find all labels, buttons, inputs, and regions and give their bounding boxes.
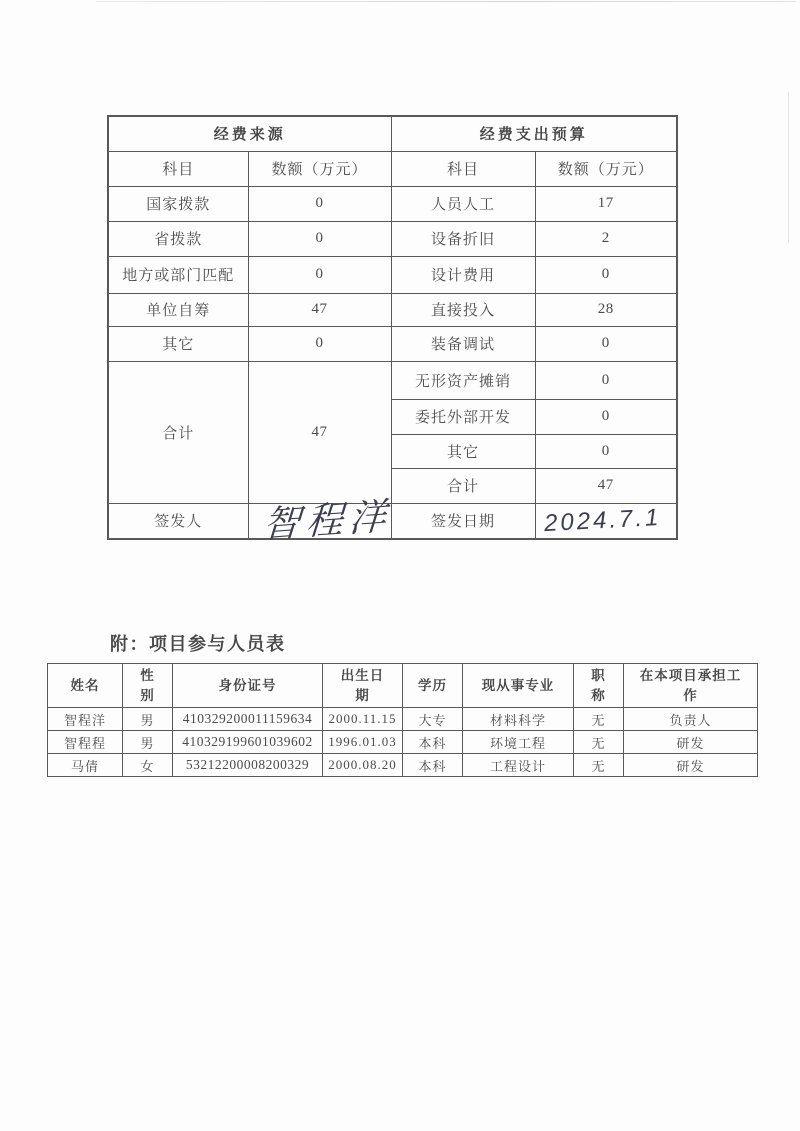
- source-row-value: 47: [248, 293, 391, 326]
- participant-title: 无: [574, 754, 624, 777]
- participant-education: 本科: [403, 731, 463, 754]
- source-row-value: 0: [248, 326, 391, 361]
- participant-name: 马倩: [48, 754, 123, 777]
- participant-profession: 材料科学: [463, 708, 574, 731]
- issuer-signature-cell: [248, 495, 393, 547]
- expense-row-value: 0: [535, 399, 677, 434]
- source-row-value: 0: [248, 256, 391, 293]
- scan-edge-top: [96, 1, 796, 2]
- expense-row-label: 其它: [391, 434, 535, 468]
- participant-birthdate: 1996.01.03: [323, 731, 403, 754]
- expense-row-label: 委托外部开发: [391, 399, 535, 434]
- participant-profession: 环境工程: [463, 731, 574, 754]
- participants-header-title: 职称: [574, 664, 624, 708]
- expense-row-value: 0: [535, 434, 677, 468]
- expense-row-value: 2: [535, 221, 677, 256]
- expense-row-label: 装备调试: [391, 326, 535, 361]
- participant-row: [48, 708, 758, 731]
- source-amount-label: 数额（万元）: [248, 151, 391, 186]
- expense-total-label: 合计: [391, 468, 535, 503]
- participant-name: 智程洋: [48, 708, 123, 731]
- participant-id: 410329199601039602: [173, 731, 323, 754]
- participant-name: 智程程: [48, 731, 123, 754]
- expense-row-label: 无形资产摊销: [391, 361, 535, 399]
- source-row-label: 地方或部门匹配: [108, 256, 248, 293]
- participants-header-id: 身份证号: [173, 664, 323, 708]
- issue-date-cell: [535, 503, 677, 539]
- participant-role: 负责人: [624, 708, 758, 731]
- participant-role: 研发: [624, 731, 758, 754]
- expense-row-label: 设计费用: [391, 256, 535, 293]
- participant-title: 无: [574, 708, 624, 731]
- participants-header-name: 姓名: [48, 664, 123, 708]
- source-row-label: 省拨款: [108, 221, 248, 256]
- source-row-value: 0: [248, 186, 391, 221]
- participants-header-role: 在本项目承担工作: [624, 664, 758, 708]
- expense-row-value: 17: [535, 186, 677, 221]
- budget-table: [107, 115, 678, 547]
- budget-expense-header: 经费支出预算: [391, 116, 677, 151]
- source-row-value: 0: [248, 221, 391, 256]
- issue-date-label: 签发日期: [391, 503, 535, 539]
- expense-row-label: 人员人工: [391, 186, 535, 221]
- participants-header-education: 学历: [403, 664, 463, 708]
- issuer-label: 签发人: [108, 503, 248, 539]
- expense-row-value: 28: [535, 293, 677, 326]
- expense-row-label: 设备折旧: [391, 221, 535, 256]
- expense-row-value: 0: [535, 256, 677, 293]
- participant-profession: 工程设计: [463, 754, 574, 777]
- participants-table: [47, 663, 758, 777]
- expense-row-label: 直接投入: [391, 293, 535, 326]
- participant-birthdate: 2000.08.20: [323, 754, 403, 777]
- scan-edge-right: [788, 92, 789, 242]
- participant-education: 本科: [403, 754, 463, 777]
- source-row-label: 单位自筹: [108, 293, 248, 326]
- source-total-label: 合计: [108, 361, 248, 503]
- participant-gender: 女: [123, 754, 173, 777]
- expense-amount-label: 数额（万元）: [535, 151, 677, 186]
- participant-row: [48, 754, 758, 777]
- participant-title: 无: [574, 731, 624, 754]
- participants-header-gender: 性别: [123, 664, 173, 708]
- participant-id: 53212200008200329: [173, 754, 323, 777]
- source-row-label: 国家拨款: [108, 186, 248, 221]
- participant-education: 大专: [403, 708, 463, 731]
- participants-header-birthdate: 出生日期: [323, 664, 403, 708]
- participant-gender: 男: [123, 731, 173, 754]
- participants-header-profession: 现从事专业: [463, 664, 574, 708]
- source-subject-label: 科目: [108, 151, 248, 186]
- source-row-label: 其它: [108, 326, 248, 361]
- budget-source-header: 经费来源: [108, 116, 391, 151]
- participants-title: 附：项目参与人员表: [110, 634, 286, 654]
- participant-id: 410329200011159634: [173, 708, 323, 731]
- source-total-value: 47: [248, 361, 391, 503]
- expense-total-value: 47: [535, 468, 677, 503]
- expense-row-value: 0: [535, 361, 677, 399]
- issue-date-handwritten: 2024.7.1: [542, 503, 662, 537]
- participant-row: [48, 731, 758, 754]
- expense-row-value: 0: [535, 326, 677, 361]
- participant-role: 研发: [624, 754, 758, 777]
- participant-gender: 男: [123, 708, 173, 731]
- participant-birthdate: 2000.11.15: [323, 708, 403, 731]
- issuer-handwritten-signature: 智程洋: [261, 495, 393, 547]
- expense-subject-label: 科目: [391, 151, 535, 186]
